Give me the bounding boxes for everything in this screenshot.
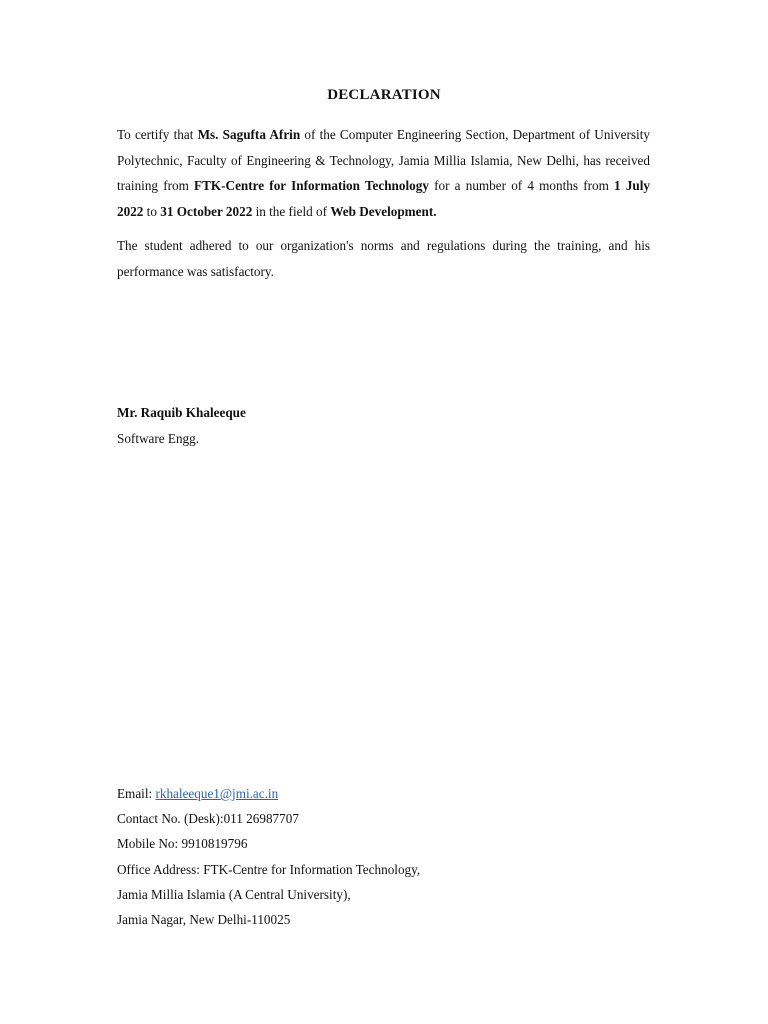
address-line-1: Office Address: FTK-Centre for Information Technology, [117, 861, 421, 877]
end-date: 31 October 2022 [160, 203, 253, 219]
address-line-3: Jamia Nagar, New Delhi-110025 [117, 912, 291, 928]
performance-paragraph: The student adhered to our organization's norms and regulations during the training, and his performance was satisfactory. [117, 238, 650, 279]
email-label: Email: [117, 786, 156, 801]
certification-paragraph [117, 122, 650, 224]
para1-text-1: To certify that [117, 127, 198, 142]
training-field: Web Development. [330, 203, 437, 219]
mobile-phone: Mobile No: 9910819796 [117, 836, 248, 852]
email-line [117, 781, 420, 806]
para1-text-3: for a number of 4 months from [428, 178, 615, 193]
para1-text-4: to [143, 203, 161, 219]
organization-name: FTK-Centre for Information Technology [194, 178, 429, 193]
start-date: 1 July 2022 [117, 178, 651, 219]
address-line-2: Jamia Millia Islamia (A Central University), [117, 886, 351, 902]
signatory-designation: Software Engg. [117, 431, 200, 446]
page-title: DECLARATION [327, 87, 441, 103]
email-link[interactable]: rkhaleeque1@jmi.ac.in [155, 786, 279, 801]
student-name: Ms. Sagufta Afrin [197, 127, 301, 142]
signatory-name: Mr. Raquib Khaleeque [117, 405, 246, 420]
desk-phone: Contact No. (Desk):011 26987707 [117, 811, 299, 827]
para1-text-5: in the field of [252, 203, 331, 219]
para1-text-2: of the Computer Engineering Section, Department of University Polytechnic, Faculty of Engineering & Technology, Jamia Millia Islamia, New Delhi, has received training from [117, 127, 650, 193]
contact-block [117, 781, 420, 932]
